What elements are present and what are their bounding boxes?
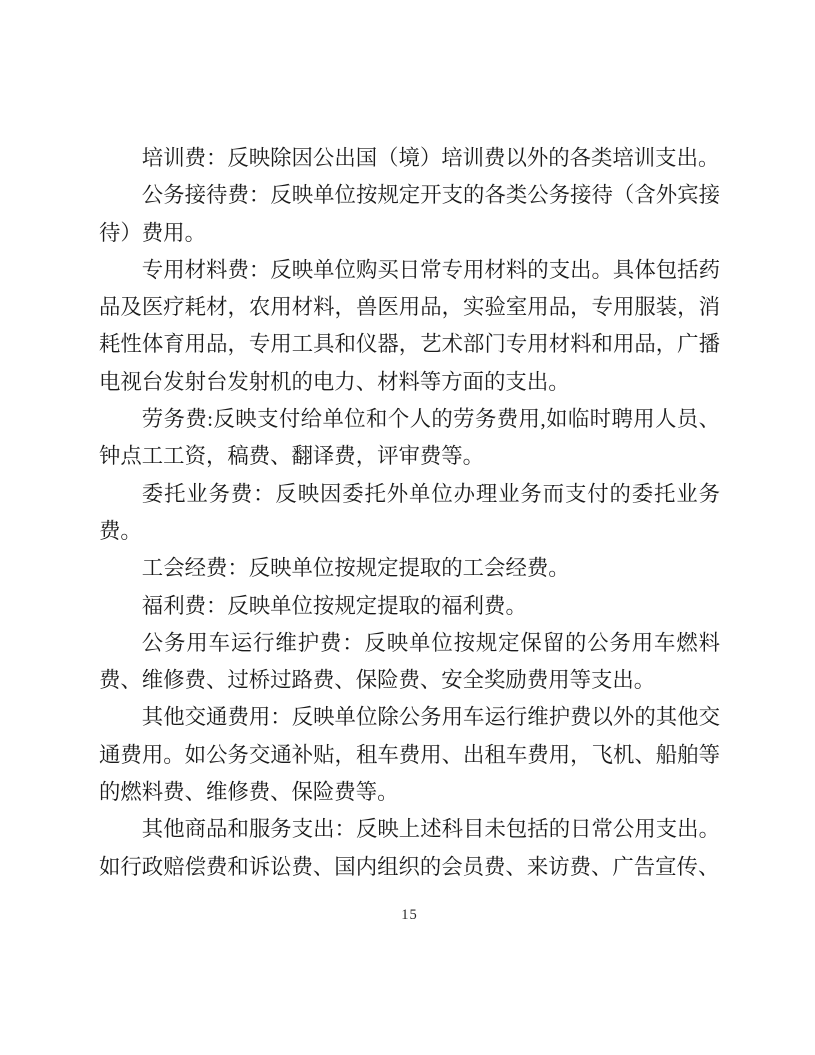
paragraph-special-materials-fee: 专用材料费：反映单位购买日常专用材料的支出。具体包括药品及医疗耗材，农用材料，兽医用品，实验室用品，专用服装，消耗性体育用品，专用工具和仪器，艺术部门专用材料和用品，广播电视台发射台发射机的电力、材料等方面的支出。 — [99, 257, 720, 394]
page-footer — [99, 907, 720, 924]
paragraph-union-funds: 工会经费：反映单位按规定提取的工会经费。 — [141, 556, 570, 581]
paragraph-training-fee: 培训费：反映除因公出国（境）培训费以外的各类培训支出。 — [141, 146, 720, 170]
paragraph-other-goods-services-expense: 其他商品和服务支出：反映上述科目未包括的日常公用支出。如行政赔偿费和诉讼费、国内组织的会员费、来访费、广告宣传、 — [99, 817, 720, 879]
paragraph-labor-fee: 劳务费:反映支付给单位和个人的劳务费用,如临时聘用人员、钟点工工资，稿费、翻译费，评审费等。 — [99, 407, 720, 469]
paragraph-other-transport-fee: 其他交通费用：反映单位除公务用车运行维护费以外的其他交通费用。如公务交通补贴，租车费用、出租车费用，飞机、船舶等的燃料费、维修费、保险费等。 — [99, 705, 720, 805]
paragraph-official-vehicle-maintenance-fee: 公务用车运行维护费：反映单位按规定保留的公务用车燃料费、维修费、过桥过路费、保险费、安全奖励费用等支出。 — [99, 630, 720, 693]
paragraph-entrusted-business-fee: 委托业务费：反映因委托外单位办理业务而支付的委托业务费。 — [99, 481, 720, 543]
page-number: 15 — [401, 907, 418, 923]
paragraph-welfare-fee: 福利费：反映单位按规定提取的福利费。 — [141, 593, 527, 618]
paragraph-official-reception-fee: 公务接待费：反映单位按规定开支的各类公务接待（含外宾接待）费用。 — [99, 183, 720, 245]
document-body — [99, 140, 720, 886]
